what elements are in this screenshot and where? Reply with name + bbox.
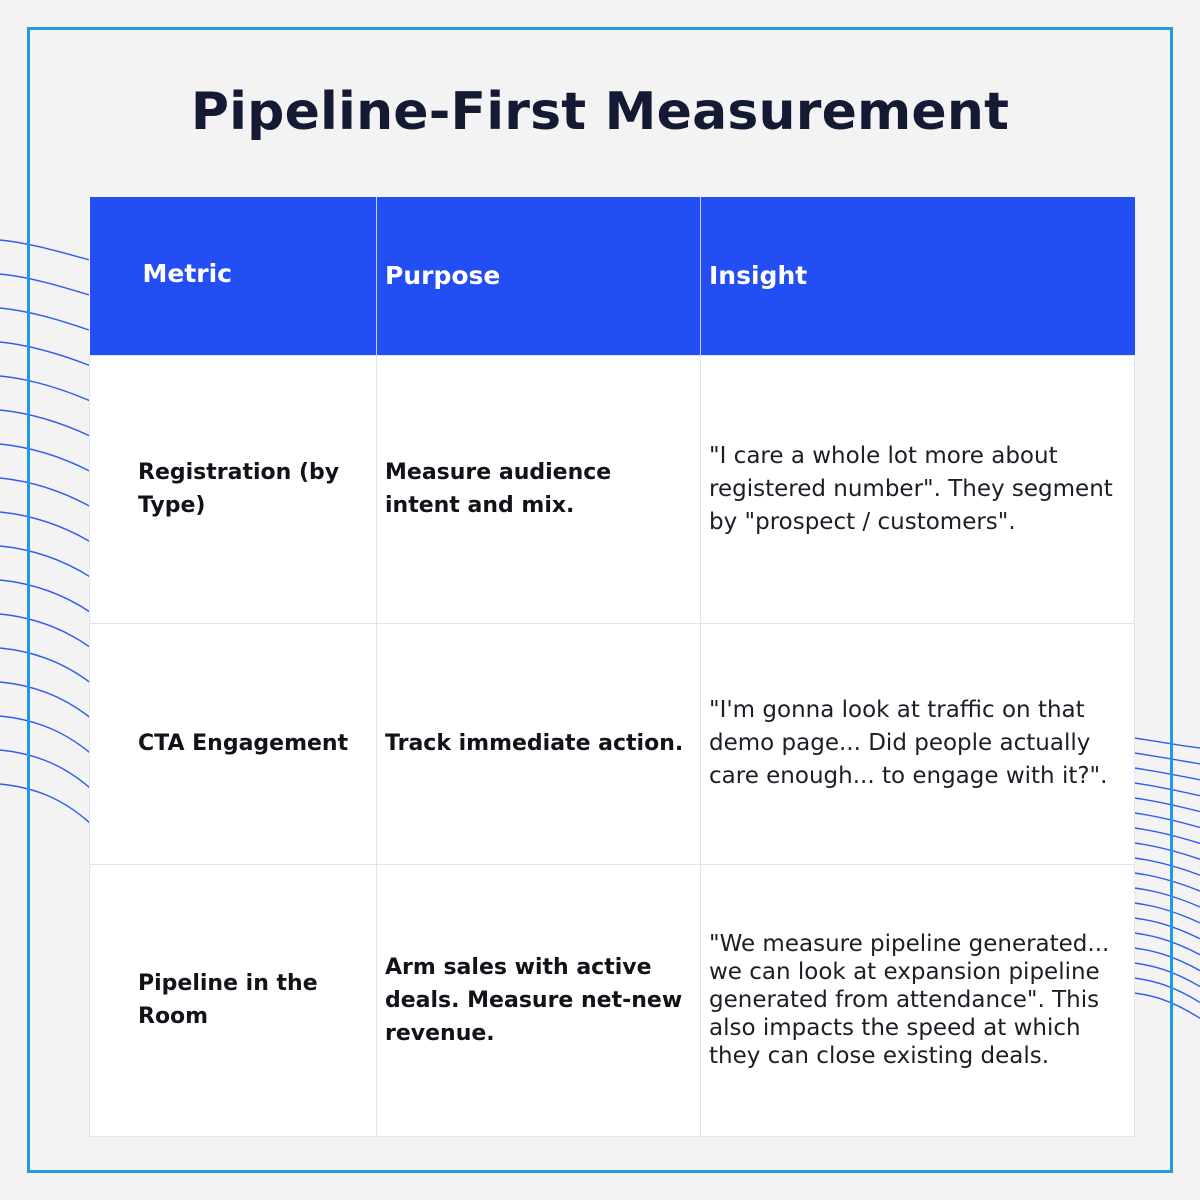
header-metric: Metric [90, 197, 377, 355]
page-title: Pipeline-First Measurement [190, 82, 1010, 142]
table-header-row [90, 197, 1135, 355]
header-purpose: Purpose [377, 197, 701, 355]
measurement-table [89, 197, 1135, 1137]
purpose-cell: Measure audience intent and mix. [377, 355, 701, 623]
measurement-table-container [89, 197, 1134, 1137]
table-row [90, 355, 1135, 623]
insight-cell: "We measure pipeline generated... we can look at expansion pipeline generated from attendance". This also impacts the speed at which they can close existing deals. [701, 864, 1135, 1136]
purpose-cell: Arm sales with active deals. Measure net-new revenue. [377, 864, 701, 1136]
metric-cell: CTA Engagement [90, 623, 377, 864]
insight-cell: "I care a whole lot more about registered number". They segment by "prospect / customers". [701, 355, 1135, 623]
table-row [90, 623, 1135, 864]
header-insight: Insight [701, 197, 1135, 355]
purpose-cell: Track immediate action. [377, 623, 701, 864]
metric-cell: Registration (by Type) [90, 355, 377, 623]
insight-cell: "I'm gonna look at traffic on that demo page... Did people actually care enough... to engage with it?". [701, 623, 1135, 864]
table-row [90, 864, 1135, 1136]
metric-cell: Pipeline in the Room [90, 864, 377, 1136]
